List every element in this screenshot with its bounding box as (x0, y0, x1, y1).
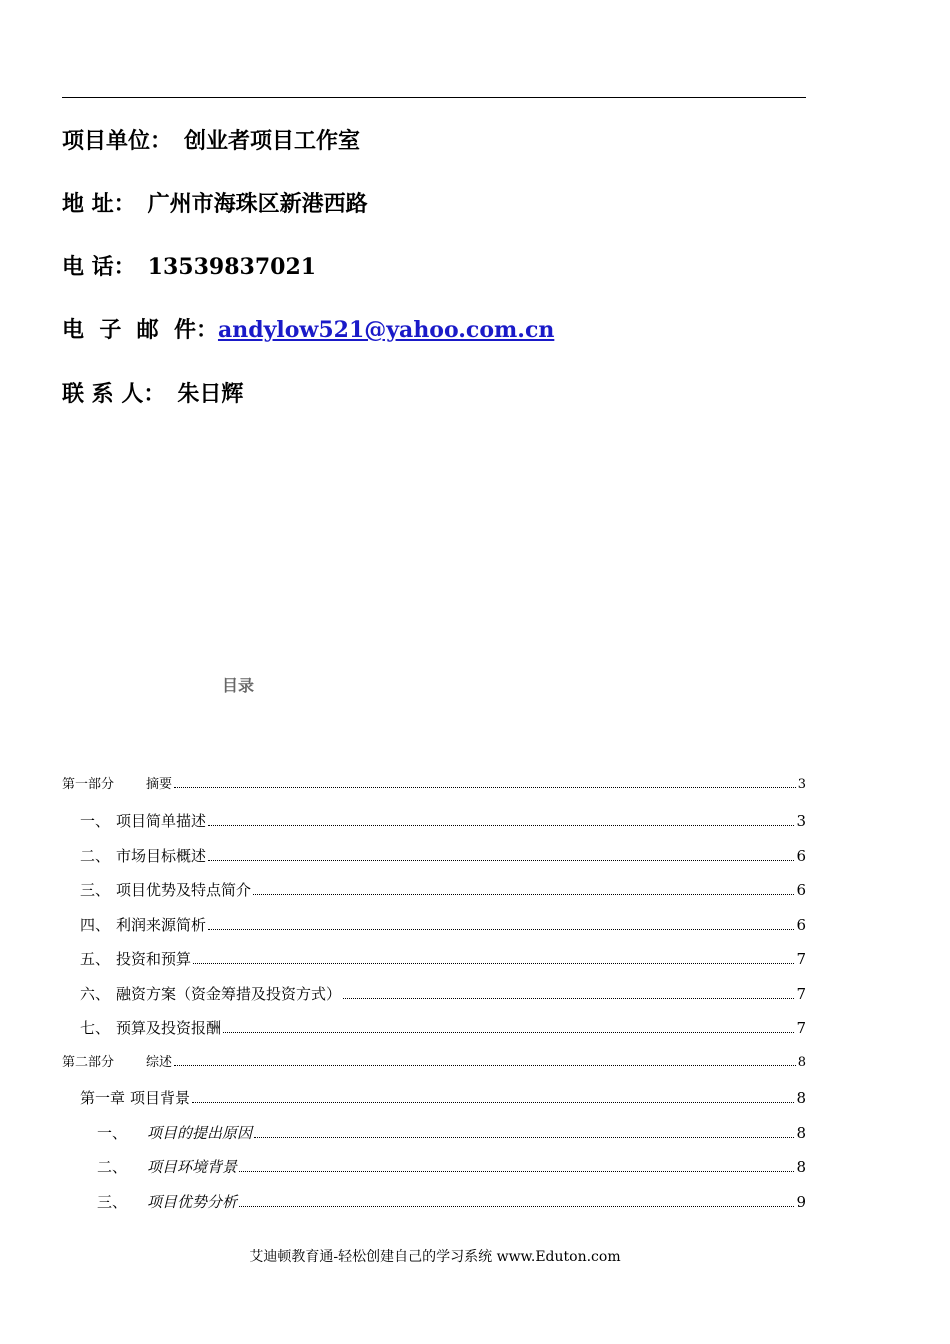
toc-entry-text: 项目的提出原因 (147, 1124, 253, 1142)
toc-entry-number: 二、 (80, 847, 111, 865)
phone-value: 13539837021 (147, 254, 317, 280)
toc-leader (193, 963, 794, 964)
toc-leader (208, 825, 794, 826)
toc-entry-number: 第一章 (80, 1089, 126, 1107)
toc-entry-number: 第一部分 (62, 777, 115, 792)
toc-entry[interactable] (62, 1156, 806, 1178)
toc-leader (174, 1065, 796, 1066)
toc-leader (208, 929, 794, 930)
toc-entry-page: 7 (796, 950, 806, 968)
toc-entry-text: 项目背景 (130, 1089, 191, 1107)
toc-entry-number: 三、 (97, 1193, 128, 1211)
toc-entry-page: 7 (796, 985, 806, 1003)
toc-entry-page: 9 (796, 1193, 806, 1211)
toc-entry-page: 8 (797, 1055, 806, 1070)
toc-entry-number: 六、 (80, 985, 111, 1003)
toc-entry[interactable] (62, 914, 806, 936)
toc-entry-page: 7 (796, 1019, 806, 1037)
toc-entry-page: 8 (796, 1089, 806, 1107)
toc-leader (343, 998, 794, 999)
toc-leader (223, 1032, 794, 1033)
toc-entry-number: 五、 (80, 950, 111, 968)
toc-entry-page: 6 (796, 916, 806, 934)
phone-label: 电 话： (62, 254, 136, 280)
address-label: 地 址： (62, 191, 136, 217)
toc-entry-page: 3 (797, 777, 806, 792)
toc-entry-number: 二、 (97, 1158, 128, 1176)
address-value: 广州市海珠区新港西路 (147, 191, 368, 217)
email-line (62, 316, 554, 344)
toc-entry-number: 第二部分 (62, 1055, 115, 1070)
email-label: 电 子 邮 件： (62, 317, 218, 343)
toc-entry[interactable] (62, 810, 806, 832)
toc-entry-page: 6 (796, 881, 806, 899)
toc-entry[interactable] (62, 845, 806, 867)
toc-leader (192, 1102, 794, 1103)
toc-entry-text: 市场目标概述 (116, 847, 207, 865)
toc-entry-text: 项目优势及特点简介 (116, 881, 252, 899)
toc-leader (253, 894, 794, 895)
toc-entry-number: 七、 (80, 1019, 111, 1037)
toc-entry-text: 综述 (146, 1055, 173, 1070)
contact-label: 联 系 人： (62, 381, 166, 407)
toc-entry-text: 项目环境背景 (147, 1158, 238, 1176)
toc-entry[interactable] (62, 1052, 806, 1074)
toc-entry[interactable] (62, 1087, 806, 1109)
toc-leader (239, 1206, 794, 1207)
toc-leader (208, 860, 794, 861)
toc-entry-page: 8 (796, 1124, 806, 1142)
toc-entry[interactable] (62, 983, 806, 1005)
page-footer: 艾迪顿教育通-轻松创建自己的学习系统 www.Eduton.com (249, 1249, 621, 1265)
toc-entry-text: 融资方案（资金筹措及投资方式） (116, 985, 342, 1003)
phone-line (62, 253, 316, 281)
toc-entry-number: 四、 (80, 916, 111, 934)
toc-entry-text: 利润来源简析 (116, 916, 207, 934)
toc-leader (239, 1171, 794, 1172)
header-rule (62, 97, 806, 98)
toc-entry-text: 投资和预算 (116, 950, 192, 968)
toc-entry-text: 摘要 (146, 777, 173, 792)
contact-value: 朱日辉 (177, 381, 244, 407)
project-unit-label: 项目单位： (62, 128, 173, 154)
toc-entry[interactable] (62, 774, 806, 796)
toc-entry-text: 预算及投资报酬 (116, 1019, 222, 1037)
toc-entry-number: 一、 (80, 812, 111, 830)
address-line (62, 190, 368, 218)
toc-entry-page: 8 (796, 1158, 806, 1176)
email-link[interactable]: andylow521@yahoo.com.cn (217, 317, 555, 343)
toc-entry-page: 3 (796, 812, 806, 830)
toc-title: 目录 (222, 676, 255, 695)
toc-entry-number: 一、 (97, 1124, 128, 1142)
toc-entry[interactable] (62, 1017, 806, 1039)
toc-entry-text: 项目优势分析 (147, 1193, 238, 1211)
contact-line (62, 380, 243, 408)
toc-entry-page: 6 (796, 847, 806, 865)
toc-leader (174, 787, 796, 788)
toc-entry[interactable] (62, 879, 806, 901)
project-unit-line (62, 127, 360, 155)
toc-entry-number: 三、 (80, 881, 111, 899)
project-unit-value: 创业者项目工作室 (184, 128, 361, 154)
toc-entry[interactable] (62, 948, 806, 970)
toc-entry[interactable] (62, 1191, 806, 1213)
toc-entry[interactable] (62, 1122, 806, 1144)
toc-entry-text: 项目简单描述 (116, 812, 207, 830)
toc-leader (254, 1137, 794, 1138)
